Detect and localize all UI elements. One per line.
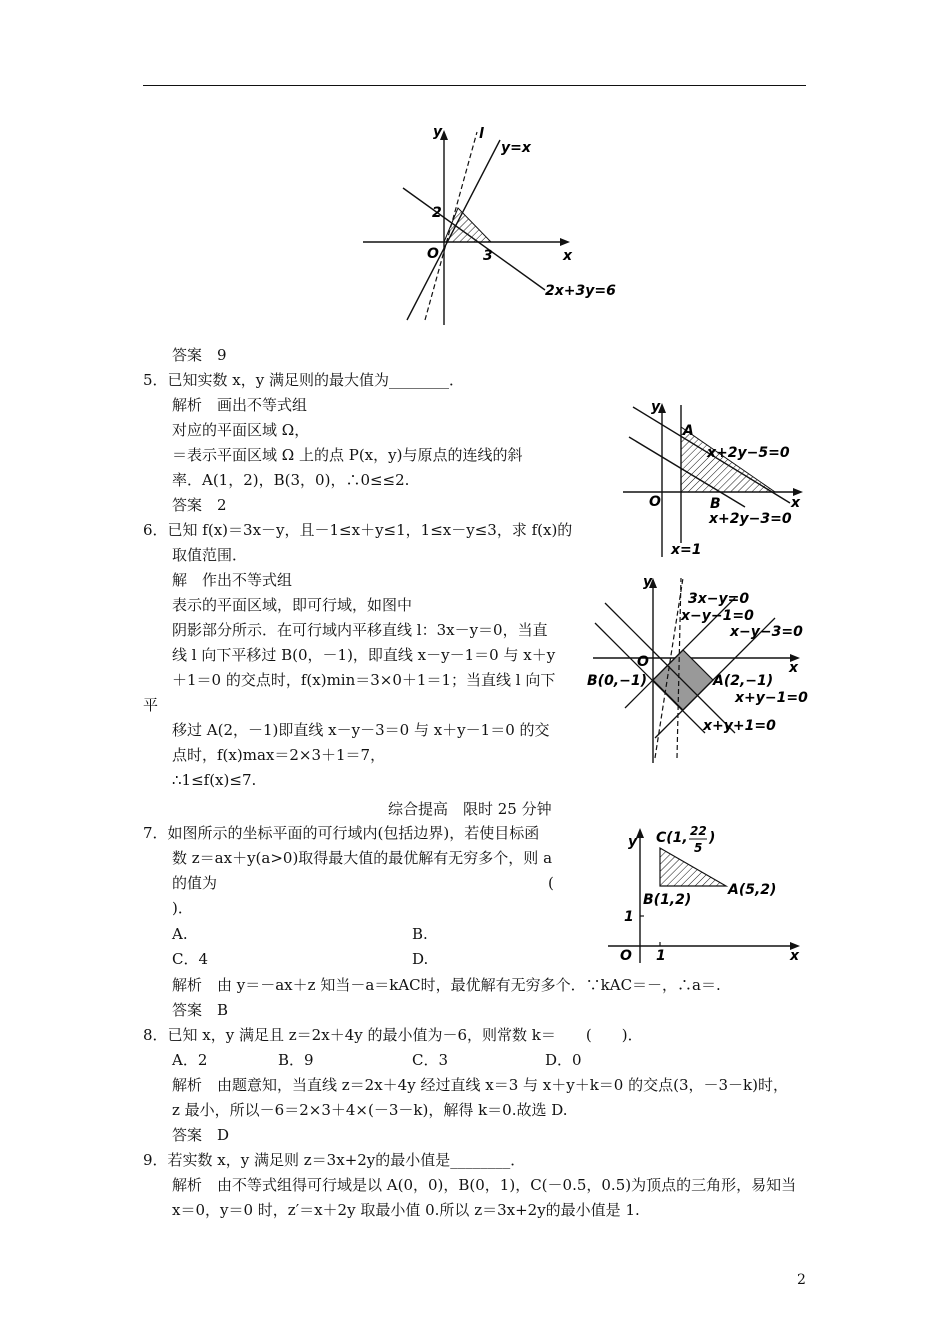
q8-line-1: 解析 由题意知，当直线 z＝2x＋4y 经过直线 x＝3 与 x＋y＋k＝0 的交点(3，－3－k)时， [172, 1076, 788, 1094]
section-heading: 综合提高 限时 25 分钟 [388, 800, 552, 818]
point-c-denominator: 5 [694, 841, 703, 855]
line-2x-3y-6 [403, 188, 545, 290]
q6-line-4: 线 l 向下平移过 B(0，－1)，即直线 x－y－1＝0 与 x＋y [172, 646, 556, 664]
q7-stem-4: )． [172, 899, 193, 917]
q9-line-1: 解析 由不等式组得可行域是以 A(0，0)，B(0，1)，C(－0.5，0.5)为顶点的三角形，易知当 [172, 1176, 797, 1194]
line-label-vert: x=1 [671, 542, 702, 558]
q6-stem-1: 6．已知 f(x)＝3x－y，且－1≤x＋y≤1，1≤x－y≤3，求 f(x)的 [143, 521, 573, 539]
point-b-label: B(0,−1) [587, 673, 647, 689]
constraint-label: 2x+3y=6 [545, 283, 616, 299]
q6-line-8: 点时，f(x)max＝2×3＋1＝7， [172, 746, 386, 764]
q6-line-6: 平 [143, 696, 159, 714]
q9-stem: 9．若实数 x，y 满足则 z＝3x+2y的最小值是________． [143, 1151, 526, 1169]
origin-label: O [427, 246, 439, 262]
figure-q5 [615, 395, 815, 560]
q5-answer: 答案 2 [172, 496, 227, 514]
origin-label: O [649, 494, 661, 510]
q6-stem-2: 取值范围． [172, 546, 248, 564]
point-c-numerator: 22 [690, 824, 707, 838]
q7-option-d: D. [412, 950, 429, 968]
x-axis-label: x [563, 248, 573, 264]
q8-option-d: D．0 [545, 1051, 582, 1069]
line-label-y-x: y=x [501, 140, 531, 156]
q7-option-a: A. [172, 925, 188, 943]
label-x-y-3: x−y−3=0 [730, 624, 803, 640]
page-number: 2 [797, 1272, 806, 1288]
q7-paren-open: ( [548, 874, 554, 892]
q5-line-1: 解析 画出不等式组 [172, 396, 308, 414]
q8-option-b: B．9 [278, 1051, 314, 1069]
q7-option-b: B. [412, 925, 428, 943]
q7-stem-1: 7．如图所示的坐标平面的可行域内(包括边界)，若使目标函 [143, 824, 540, 842]
figure-q7 [600, 818, 810, 968]
y-axis-label: y [651, 399, 661, 415]
q6-line-3: 阴影部分所示．在可行域内平移直线 l：3x－y＝0，当直 [172, 621, 548, 639]
y-axis-label: y [628, 834, 638, 850]
tick-label-3: 3 [483, 248, 493, 264]
q8-stem: 8．已知 x，y 满足且 z＝2x＋4y 的最小值为－6，则常数 k＝ ( )． [143, 1026, 643, 1044]
q5-line-2: 对应的平面区域 Ω， [172, 421, 310, 439]
label-x-plus-y-1: x+y−1=0 [735, 690, 808, 706]
q8-answer: 答案 D [172, 1126, 230, 1144]
l-label: l [479, 126, 484, 142]
q5-line-4: 率．A(1，2)，B(3，0)，∴0≤≤2. [172, 471, 410, 489]
q5-line-3: ＝表示平面区域 Ω 上的点 P(x，y)与原点的连线的斜 [172, 446, 523, 464]
origin-label: O [637, 654, 649, 670]
point-b-label: B [710, 496, 721, 512]
q6-line-5: ＋1＝0 的交点时，f(x)min＝3×0＋1＝1；当直线 l 向下 [172, 671, 556, 689]
q8-option-c: C．3 [412, 1051, 449, 1069]
y-axis-arrow [636, 828, 644, 838]
x-axis-arrow [560, 238, 570, 246]
q7-answer: 答案 B [172, 1001, 229, 1019]
x-axis-label: x [790, 948, 800, 964]
point-c-close: ) [709, 830, 716, 846]
shaded-triangle [660, 848, 726, 886]
q4-answer: 答案 9 [172, 346, 227, 364]
q6-line-9: ∴1≤f(x)≤7. [172, 771, 257, 789]
q6-line-7: 移过 A(2，－1)即直线 x－y－3＝0 与 x＋y－1＝0 的交 [172, 721, 550, 739]
label-3x-y: 3x−y=0 [688, 591, 750, 607]
x-axis-label: x [789, 660, 799, 676]
point-c-label: C(1, [656, 830, 688, 846]
figure-feasible-region-1 [355, 120, 616, 330]
label-x-y-1: x−y−1=0 [681, 608, 754, 624]
q7-option-c: C．4 [172, 950, 209, 968]
line-label-bottom: x+2y−3=0 [709, 511, 792, 527]
q6-line-1: 解 作出不等式组 [172, 571, 293, 589]
line-label-top: x+2y−5=0 [707, 445, 790, 461]
q7-analysis: 解析 由 y＝－ax＋z 知当－a＝kAC时，最优解有无穷多个．∵kAC＝－，∴a＝. [172, 976, 721, 994]
line-y-equals-x [407, 140, 500, 320]
point-a-label: A [683, 423, 694, 439]
q5-stem: 5．已知实数 x，y 满足则的最大值为________． [143, 371, 465, 389]
point-a-label: A(5,2) [728, 882, 777, 898]
point-a-label: A(2,−1) [713, 673, 774, 689]
q8-line-2: z 最小，所以－6＝2×3＋4×(－3－k)，解得 k＝0.故选 D. [172, 1101, 568, 1119]
x-axis-label: x [791, 495, 801, 511]
origin-label: O [620, 948, 632, 964]
q7-stem-3: 的值为 [172, 874, 218, 892]
q6-line-2: 表示的平面区域，即可行域，如图中 [172, 596, 413, 614]
q9-line-2: x＝0，y＝0 时，z′＝x＋2y 取最小值 0.所以 z＝3x+2y的最小值是 1. [172, 1201, 640, 1219]
tick-x-label: 1 [656, 948, 666, 964]
shaded-region [653, 650, 713, 710]
label-x-plus-y-plus-1: x+y+1=0 [703, 718, 776, 734]
figure-q6 [585, 568, 810, 768]
tick-label-2: 2 [432, 205, 442, 221]
tick-y-label: 1 [624, 909, 634, 925]
y-axis-label: y [433, 124, 443, 140]
point-b-label: B(1,2) [643, 892, 692, 908]
q7-stem-2: 数 z＝ax＋y(a>0)取得最大值的最优解有无穷多个，则 a [172, 849, 553, 867]
header-rule [143, 85, 806, 86]
q8-option-a: A．2 [172, 1051, 208, 1069]
y-axis-label: y [643, 574, 653, 590]
